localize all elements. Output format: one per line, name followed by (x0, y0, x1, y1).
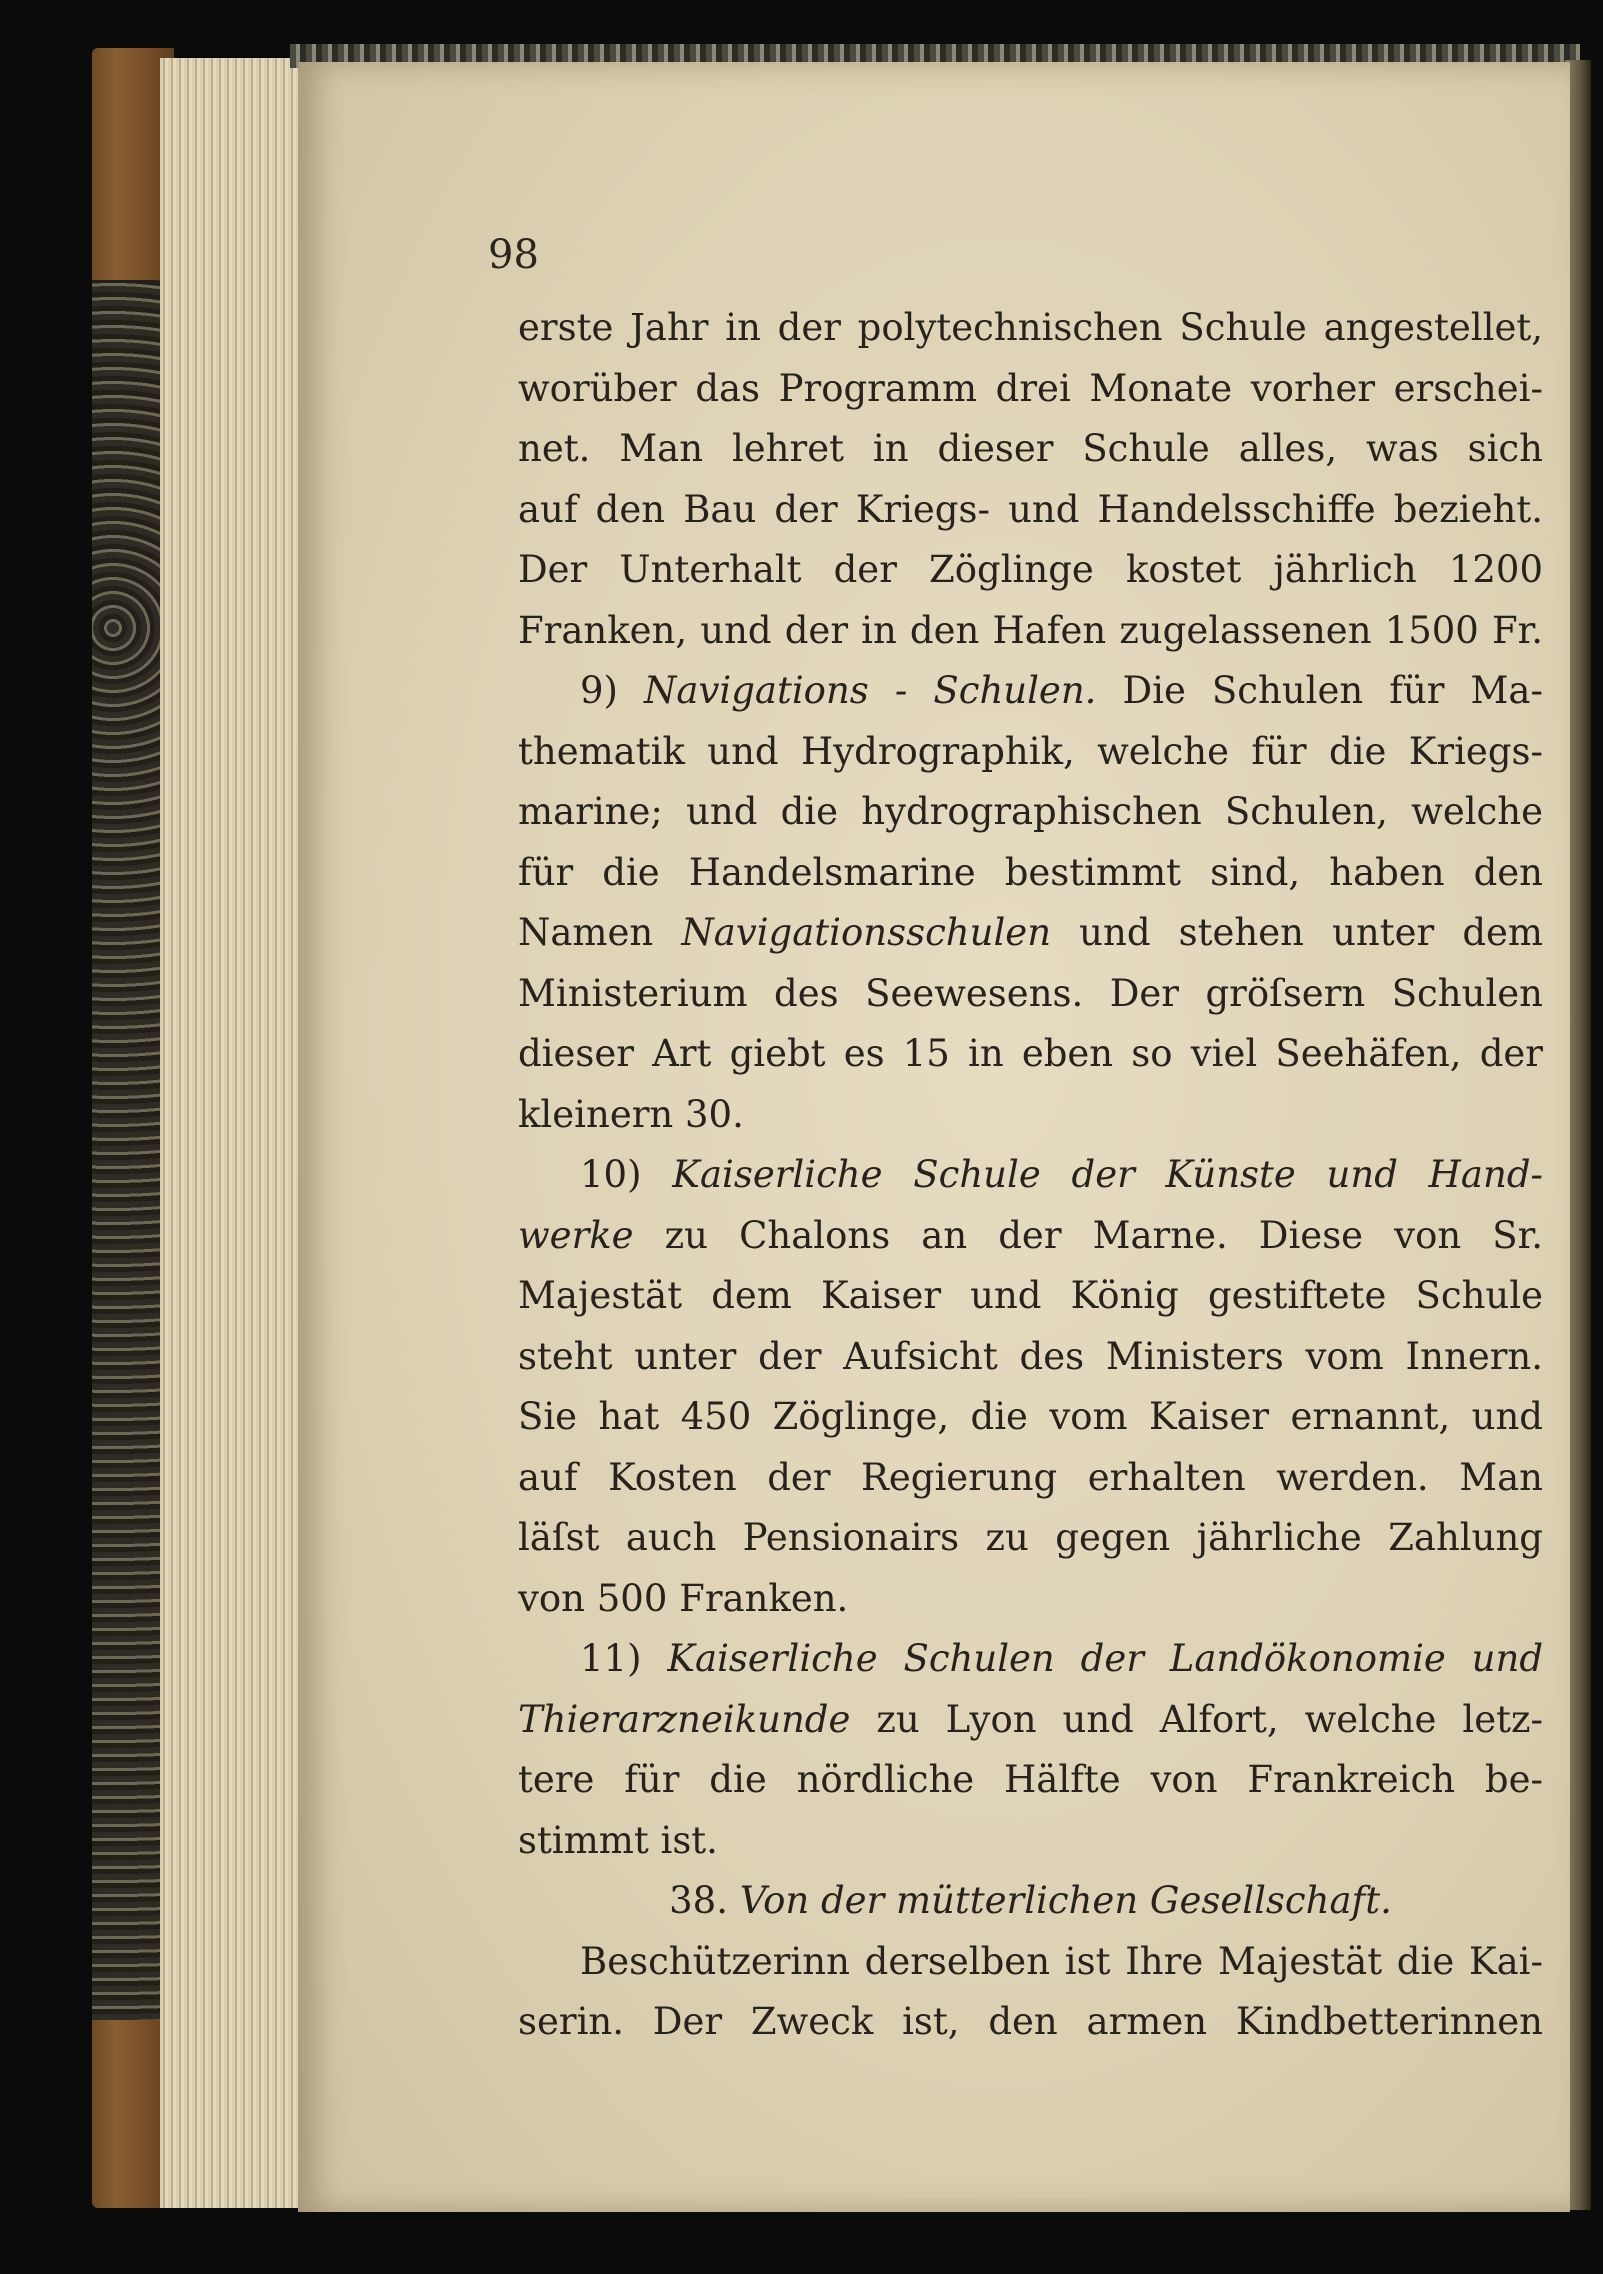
text-line: auf den Bau der Kriegs- und Handelsschiffe bezieht. (518, 487, 1543, 531)
text-line: Namen Navigationsschulen und stehen unter dem (518, 911, 1543, 954)
text-line: 9) Navigations - Schulen. Die Schulen für Ma- (580, 669, 1543, 712)
text-line: steht unter der Aufsicht des Ministers vom Innern. (518, 1334, 1543, 1378)
text-line: Franken, und der in den Hafen zugelassenen 1500 Fr. (518, 608, 1543, 652)
text-line: Beschützerinn derselben ist Ihre Majestät die Kai- (580, 1939, 1543, 1983)
text-line: tere für die nördliche Hälfte von Frankreich be- (518, 1758, 1543, 1801)
text-line: 10) Kaiserliche Schule der Künste und Hand- (580, 1153, 1543, 1196)
text-line: von 500 Franken. (518, 1576, 849, 1620)
text-line: net. Man lehret in dieser Schule alles, was sich (518, 427, 1543, 470)
text-line: Thierarzneikunde zu Lyon und Alfort, welche letz- (518, 1697, 1543, 1741)
text-line: läſst auch Pensionairs zu gegen jährliche Zahlung (518, 1516, 1543, 1559)
text-line: Ministerium des Seewesens. Der gröſsern Schulen (518, 971, 1543, 1015)
text-line: stimmt ist. (518, 1818, 718, 1862)
text-line: worüber das Programm drei Monate vorher erschei- (518, 366, 1543, 410)
text-line: auf Kosten der Regierung erhalten werden. Man (518, 1455, 1543, 1499)
text-line: dieser Art giebt es 15 in eben so viel Seehäfen, der (518, 1032, 1543, 1075)
page-number: 98 (488, 232, 539, 278)
text-line: Sie hat 450 Zöglinge, die vom Kaiser ernannt, und (518, 1395, 1543, 1438)
text-line: erste Jahr in der polytechnischen Schule angestellet, (518, 306, 1543, 349)
page-block-edges (160, 58, 310, 2208)
marbled-cover (92, 280, 162, 2020)
text-line: thematik und Hydrographik, welche für die Kriegs- (518, 729, 1543, 773)
text-line: kleinern 30. (518, 1092, 744, 1136)
text-line: 11) Kaiserliche Schulen der Landökonomie und (580, 1637, 1543, 1680)
section-heading: 38. Von der mütterlichen Gesellschaft. (669, 1879, 1392, 1922)
text-line: Der Unterhalt der Zöglinge kostet jährlich 1200 (518, 548, 1543, 591)
text-line: Majestät dem Kaiser und König gestiftete Schule (518, 1274, 1543, 1317)
text-line: serin. Der Zweck ist, den armen Kindbetterinnen (518, 2000, 1543, 2043)
text-line: werke zu Chalons an der Marne. Diese von Sr. (518, 1213, 1543, 1257)
text-line: marine; und die hydrographischen Schulen, welche (518, 790, 1543, 833)
text-line: für die Handelsmarine bestimmt sind, haben den (518, 850, 1543, 894)
page-text (518, 298, 1543, 2053)
